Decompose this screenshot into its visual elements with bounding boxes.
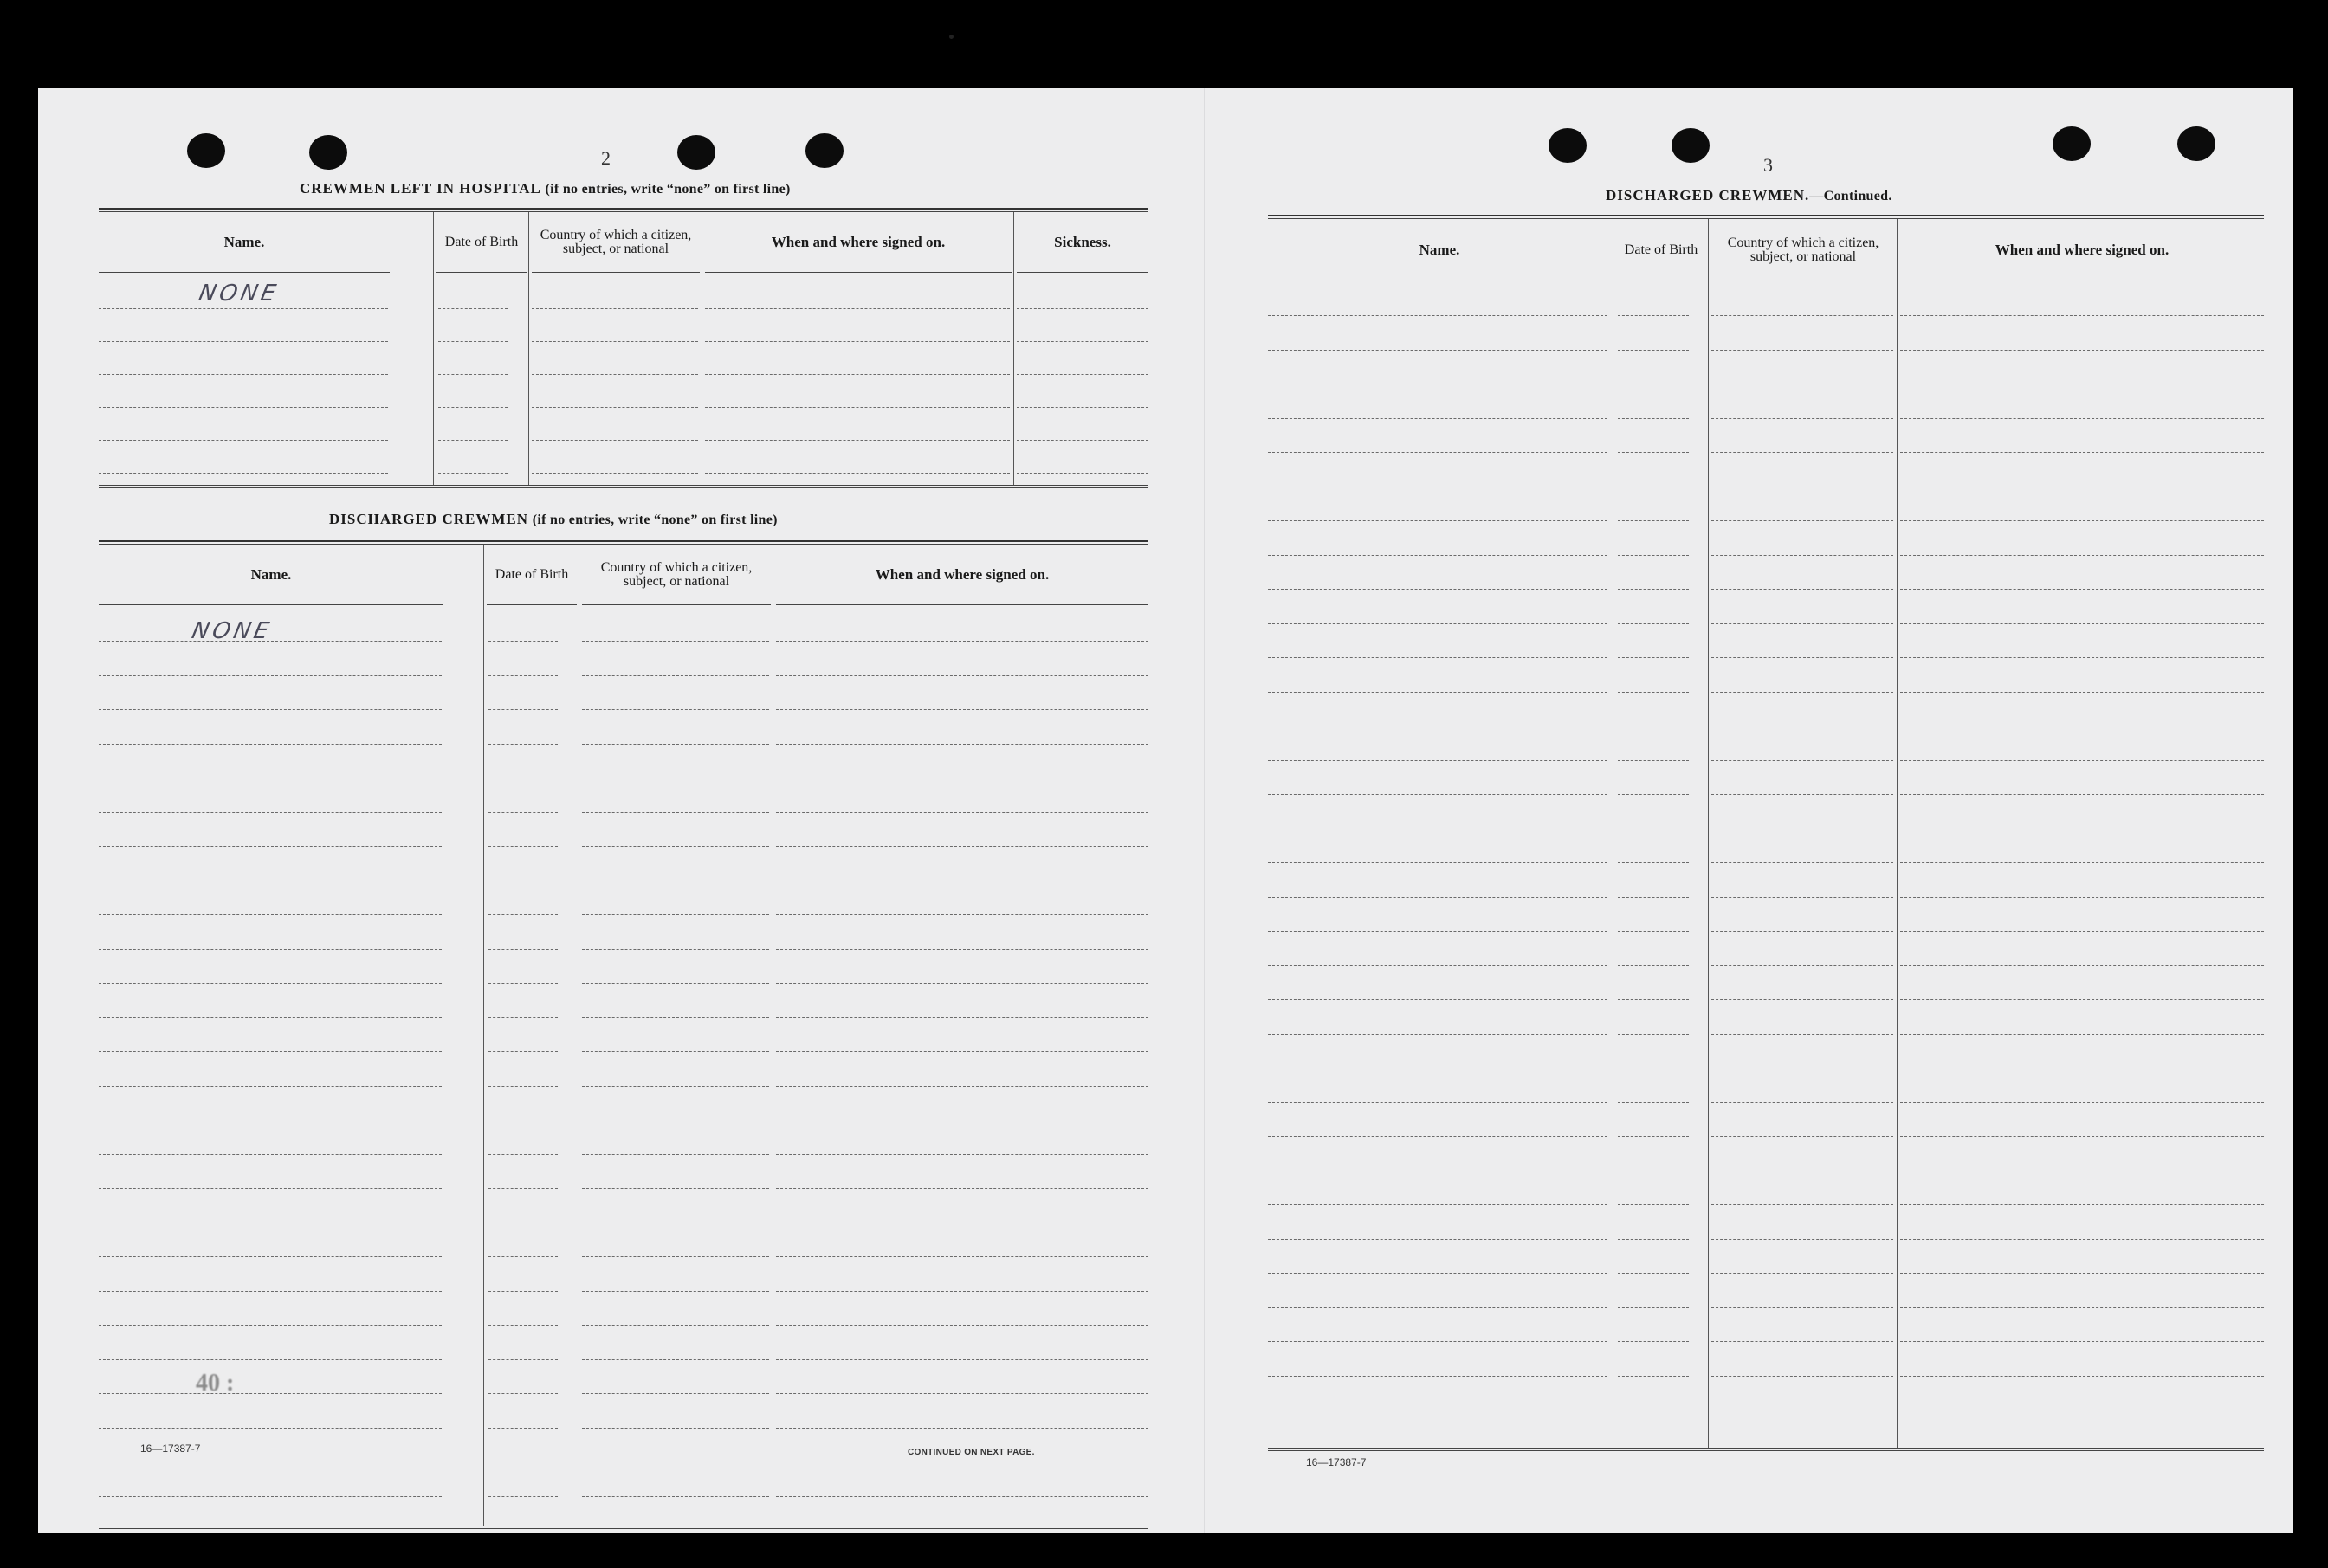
ruled-dotted-line [1618, 555, 1689, 556]
ruled-dotted-line [1268, 452, 1607, 453]
ruled-dotted-line [582, 1428, 769, 1429]
ruled-dotted-line [99, 473, 388, 474]
ruled-dotted-line [1618, 1239, 1689, 1240]
ruled-dotted-line [582, 1359, 769, 1360]
ruled-dotted-line [582, 1017, 769, 1018]
column-header-signed-on: When and where signed on. [776, 545, 1148, 605]
ruled-dotted-line [1618, 315, 1689, 316]
ruled-dotted-line [1711, 623, 1893, 624]
ruled-dotted-line [1618, 452, 1689, 453]
discharged-continued-title [1606, 187, 1892, 204]
ruled-dotted-line [1017, 407, 1148, 408]
ruled-dotted-line [99, 846, 442, 847]
ruled-dotted-line [705, 341, 1010, 342]
left-page [38, 88, 1204, 1533]
ruled-dotted-line [1711, 452, 1893, 453]
ruled-dotted-line [1268, 1034, 1607, 1035]
ruled-dotted-line [1618, 862, 1689, 863]
ruled-dotted-line [1268, 897, 1607, 898]
ruled-dotted-line [1900, 520, 2264, 521]
column-header-name: Name. [99, 545, 443, 605]
ruled-dotted-line [1900, 623, 2264, 624]
ruled-dotted-line [488, 1428, 558, 1429]
ruled-dotted-line [99, 1188, 442, 1189]
ruled-dotted-line [1268, 760, 1607, 761]
ruled-dotted-line [776, 1291, 1148, 1292]
ruled-dotted-line [582, 1291, 769, 1292]
ruled-dotted-line [1268, 1273, 1607, 1274]
discharged-title-text: DISCHARGED CREWMEN [329, 511, 529, 527]
ruled-dotted-line [1711, 931, 1893, 932]
ruled-dotted-line [532, 440, 698, 441]
ruled-dotted-line [1900, 1239, 2264, 1240]
handwritten-none: NONE [189, 618, 275, 644]
ruled-dotted-line [1711, 657, 1893, 658]
ruled-dotted-line [705, 374, 1010, 375]
ruled-dotted-line [1618, 1273, 1689, 1274]
ruled-dotted-line [1618, 1136, 1689, 1137]
ruled-dotted-line [705, 440, 1010, 441]
ruled-dotted-line [1618, 760, 1689, 761]
scan-speck [949, 35, 954, 39]
column-divider [483, 545, 484, 1526]
column-header-signed-on: When and where signed on. [1900, 219, 2264, 281]
ruled-dotted-line [1711, 965, 1893, 966]
signed-on-column [776, 545, 1148, 1526]
ruled-dotted-line [1618, 794, 1689, 795]
ruled-dotted-line [99, 1086, 442, 1087]
ruled-dotted-line [488, 949, 558, 950]
ruled-dotted-line [1900, 965, 2264, 966]
ruled-dotted-line [1900, 897, 2264, 898]
form-number: 16—17387-7 [140, 1442, 201, 1455]
ruled-dotted-line [582, 1496, 769, 1497]
ruled-dotted-line [99, 949, 442, 950]
ruled-dotted-line [99, 1325, 442, 1326]
ruled-dotted-line [1900, 1034, 2264, 1035]
ruled-dotted-line [1711, 1341, 1893, 1342]
ruled-dotted-line [582, 1188, 769, 1189]
ruled-dotted-line [1268, 1341, 1607, 1342]
ruled-dotted-line [488, 675, 558, 676]
ruled-dotted-line [99, 407, 388, 408]
ruled-dotted-line [1711, 1136, 1893, 1137]
ruled-dotted-line [1900, 692, 2264, 693]
ruled-dotted-line [1618, 418, 1689, 419]
ruled-dotted-line [1711, 1204, 1893, 1205]
ruled-dotted-line [1900, 999, 2264, 1000]
ruled-dotted-line [1900, 418, 2264, 419]
ruled-dotted-line [99, 1017, 442, 1018]
name-column [99, 212, 390, 485]
column-divider [1708, 219, 1709, 1448]
discharged-continued-text: DISCHARGED CREWMEN. [1606, 187, 1810, 203]
punch-hole-icon [2177, 126, 2215, 161]
ruled-dotted-line [1900, 1273, 2264, 1274]
ruled-dotted-line [1268, 623, 1607, 624]
ruled-dotted-line [582, 1086, 769, 1087]
ruled-dotted-line [1711, 1102, 1893, 1103]
ruled-dotted-line [1268, 350, 1607, 351]
ruled-dotted-line [1268, 315, 1607, 316]
ruled-dotted-line [99, 812, 442, 813]
ruled-dotted-line [1268, 999, 1607, 1000]
ruled-dotted-line [1618, 1034, 1689, 1035]
ruled-dotted-line [1017, 473, 1148, 474]
punch-hole-icon [1672, 128, 1710, 163]
hospital-title-text: CREWMEN LEFT IN HOSPITAL [300, 180, 541, 197]
ruled-dotted-line [1017, 341, 1148, 342]
ruled-dotted-line [532, 473, 698, 474]
ruled-dotted-line [488, 1086, 558, 1087]
ruled-dotted-line [776, 1428, 1148, 1429]
ruled-dotted-line [99, 341, 388, 342]
ruled-dotted-line [776, 983, 1148, 984]
ruled-dotted-line [99, 709, 442, 710]
ruled-dotted-line [488, 846, 558, 847]
ruled-dotted-line [582, 1325, 769, 1326]
ruled-dotted-line [488, 1393, 558, 1394]
ruled-dotted-line [582, 744, 769, 745]
continued-label: —Continued. [1809, 189, 1892, 203]
column-header-signed-on: When and where signed on. [705, 212, 1012, 273]
ruled-dotted-line [582, 914, 769, 915]
ruled-dotted-line [582, 1256, 769, 1257]
handwritten-none: NONE [196, 281, 281, 307]
ruled-dotted-line [1017, 440, 1148, 441]
discharged-title-note: (if no entries, write “none” on first line) [532, 513, 778, 527]
sickness-column [1017, 212, 1148, 485]
ruled-dotted-line [438, 473, 508, 474]
column-header-sickness: Sickness. [1017, 212, 1148, 273]
ruled-dotted-line [582, 675, 769, 676]
ruled-dotted-line [582, 1154, 769, 1155]
ruled-dotted-line [776, 709, 1148, 710]
ruled-dotted-line [1618, 350, 1689, 351]
right-page [1206, 88, 2293, 1533]
ruled-dotted-line [1900, 350, 2264, 351]
ruled-dotted-line [1268, 1102, 1607, 1103]
table-bottom-rule [1268, 1448, 2264, 1451]
column-divider [1897, 219, 1898, 1448]
document-scan [38, 88, 2293, 1533]
ruled-dotted-line [488, 709, 558, 710]
ruled-dotted-line [1268, 1204, 1607, 1205]
ruled-dotted-line [1711, 1273, 1893, 1274]
ruled-dotted-line [488, 1325, 558, 1326]
ruled-dotted-line [488, 812, 558, 813]
ruled-dotted-line [99, 1428, 442, 1429]
hospital-table [99, 208, 1148, 490]
ruled-dotted-line [776, 1188, 1148, 1189]
ruled-dotted-line [1711, 760, 1893, 761]
ruled-dotted-line [488, 641, 558, 642]
stamp-mark: 40 : [196, 1370, 235, 1397]
ruled-dotted-line [1618, 657, 1689, 658]
country-column [582, 545, 771, 1526]
ruled-dotted-line [1268, 1376, 1607, 1377]
punch-hole-icon [805, 133, 844, 168]
ruled-dotted-line [488, 983, 558, 984]
ruled-dotted-line [1618, 520, 1689, 521]
ruled-dotted-line [1900, 589, 2264, 590]
ruled-dotted-line [488, 1256, 558, 1257]
ruled-dotted-line [1618, 623, 1689, 624]
ruled-dotted-line [1900, 1376, 2264, 1377]
ruled-dotted-line [776, 1359, 1148, 1360]
ruled-dotted-line [1618, 1102, 1689, 1103]
ruled-dotted-line [99, 914, 442, 915]
ruled-dotted-line [1900, 452, 2264, 453]
page-number: 2 [601, 147, 611, 169]
ruled-dotted-line [582, 949, 769, 950]
signed-on-column [705, 212, 1012, 485]
name-column [99, 545, 443, 1526]
dob-column [1616, 219, 1706, 1448]
ruled-dotted-line [488, 1496, 558, 1497]
ruled-dotted-line [1900, 794, 2264, 795]
ruled-dotted-line [776, 846, 1148, 847]
ruled-dotted-line [1268, 1136, 1607, 1137]
ruled-dotted-line [776, 1154, 1148, 1155]
ruled-dotted-line [438, 341, 508, 342]
column-header-dob: Date of Birth [487, 545, 577, 605]
ruled-dotted-line [1900, 862, 2264, 863]
ruled-dotted-line [1711, 897, 1893, 898]
column-divider [528, 212, 529, 485]
ruled-dotted-line [488, 914, 558, 915]
discharged-continued-table [1268, 215, 2264, 1539]
ruled-dotted-line [99, 308, 388, 309]
ruled-dotted-line [1268, 794, 1607, 795]
ruled-dotted-line [776, 744, 1148, 745]
page-number: 3 [1763, 154, 1773, 176]
discharged-table [99, 540, 1148, 1536]
ruled-dotted-line [99, 1256, 442, 1257]
column-header-country: Country of which a citizen, subject, or national [532, 212, 700, 273]
ruled-dotted-line [1711, 520, 1893, 521]
ruled-dotted-line [1618, 897, 1689, 898]
ruled-dotted-line [99, 374, 388, 375]
ruled-dotted-line [99, 1393, 442, 1394]
ruled-dotted-line [99, 744, 442, 745]
hospital-section-title [300, 180, 791, 197]
dob-column [487, 545, 577, 1526]
ruled-dotted-line [99, 1359, 442, 1360]
ruled-dotted-line [1268, 1307, 1607, 1308]
ruled-dotted-line [776, 1496, 1148, 1497]
column-header-dob: Date of Birth [1616, 219, 1706, 281]
ruled-dotted-line [1711, 1307, 1893, 1308]
ruled-dotted-line [1900, 657, 2264, 658]
ruled-dotted-line [99, 983, 442, 984]
ruled-dotted-line [99, 675, 442, 676]
ruled-dotted-line [1711, 589, 1893, 590]
ruled-dotted-line [705, 308, 1010, 309]
ruled-dotted-line [99, 1496, 442, 1497]
ruled-dotted-line [438, 308, 508, 309]
ruled-dotted-line [776, 1086, 1148, 1087]
ruled-dotted-line [1618, 931, 1689, 932]
country-column [532, 212, 700, 485]
ruled-dotted-line [776, 1051, 1148, 1052]
ruled-dotted-line [1711, 862, 1893, 863]
punch-hole-icon [309, 135, 347, 170]
ruled-dotted-line [1711, 692, 1893, 693]
ruled-dotted-line [1900, 1136, 2264, 1137]
ruled-dotted-line [1711, 1239, 1893, 1240]
punch-hole-icon [1549, 128, 1587, 163]
ruled-dotted-line [1618, 1204, 1689, 1205]
ruled-dotted-line [582, 983, 769, 984]
ruled-dotted-line [776, 914, 1148, 915]
dob-column [436, 212, 527, 485]
hospital-title-note: (if no entries, write “none” on first line) [545, 182, 791, 197]
ruled-dotted-line [488, 1291, 558, 1292]
ruled-dotted-line [1618, 589, 1689, 590]
ruled-dotted-line [99, 1051, 442, 1052]
ruled-dotted-line [1268, 418, 1607, 419]
ruled-dotted-line [1711, 794, 1893, 795]
ruled-dotted-line [1618, 1341, 1689, 1342]
ruled-dotted-line [438, 440, 508, 441]
ruled-dotted-line [776, 1325, 1148, 1326]
ruled-dotted-line [532, 407, 698, 408]
ruled-dotted-line [1268, 862, 1607, 863]
table-bottom-rule [99, 485, 1148, 488]
column-header-country: Country of which a citizen, subject, or national [582, 545, 771, 605]
ruled-dotted-line [776, 1393, 1148, 1394]
ruled-dotted-line [1268, 520, 1607, 521]
ruled-dotted-line [1268, 692, 1607, 693]
ruled-dotted-line [1268, 657, 1607, 658]
ruled-dotted-line [99, 1154, 442, 1155]
ruled-dotted-line [488, 1154, 558, 1155]
punch-hole-icon [677, 135, 715, 170]
ruled-dotted-line [1900, 760, 2264, 761]
ruled-dotted-line [488, 1359, 558, 1360]
ruled-dotted-line [776, 675, 1148, 676]
column-header-name: Name. [99, 212, 390, 273]
table-bottom-rule [99, 1526, 1148, 1529]
ruled-dotted-line [1268, 555, 1607, 556]
column-header-name: Name. [1268, 219, 1611, 281]
ruled-dotted-line [1268, 589, 1607, 590]
name-column [1268, 219, 1611, 1448]
signed-on-column [1900, 219, 2264, 1448]
ruled-dotted-line [99, 641, 442, 642]
ruled-dotted-line [1900, 1102, 2264, 1103]
ruled-dotted-line [488, 1017, 558, 1018]
ruled-dotted-line [776, 1256, 1148, 1257]
ruled-dotted-line [1900, 1307, 2264, 1308]
ruled-dotted-line [1268, 931, 1607, 932]
column-header-dob: Date of Birth [436, 212, 527, 273]
ruled-dotted-line [1900, 315, 2264, 316]
ruled-dotted-line [1900, 1204, 2264, 1205]
ruled-dotted-line [1618, 999, 1689, 1000]
continued-note: CONTINUED ON NEXT PAGE. [908, 1448, 1035, 1457]
ruled-dotted-line [705, 407, 1010, 408]
column-divider [433, 212, 434, 485]
ruled-dotted-line [99, 1291, 442, 1292]
ruled-dotted-line [1268, 965, 1607, 966]
form-number: 16—17387-7 [1306, 1456, 1367, 1468]
ruled-dotted-line [1711, 1376, 1893, 1377]
ruled-dotted-line [532, 374, 698, 375]
ruled-dotted-line [1900, 555, 2264, 556]
ruled-dotted-line [488, 1051, 558, 1052]
ruled-dotted-line [582, 1051, 769, 1052]
ruled-dotted-line [1900, 931, 2264, 932]
ruled-dotted-line [532, 308, 698, 309]
ruled-dotted-line [1618, 965, 1689, 966]
ruled-dotted-line [1618, 1307, 1689, 1308]
ruled-dotted-line [582, 641, 769, 642]
ruled-dotted-line [776, 1017, 1148, 1018]
ruled-dotted-line [1711, 999, 1893, 1000]
ruled-dotted-line [532, 341, 698, 342]
ruled-dotted-line [1017, 308, 1148, 309]
ruled-dotted-line [99, 440, 388, 441]
ruled-dotted-line [438, 407, 508, 408]
ruled-dotted-line [1900, 1341, 2264, 1342]
ruled-dotted-line [582, 846, 769, 847]
ruled-dotted-line [1711, 555, 1893, 556]
punch-hole-icon [2053, 126, 2091, 161]
ruled-dotted-line [1618, 692, 1689, 693]
country-column [1711, 219, 1895, 1448]
ruled-dotted-line [1017, 374, 1148, 375]
ruled-dotted-line [582, 812, 769, 813]
column-divider [1013, 212, 1014, 485]
ruled-dotted-line [705, 473, 1010, 474]
column-header-country: Country of which a citizen, subject, or national [1711, 219, 1895, 281]
ruled-dotted-line [776, 812, 1148, 813]
ruled-dotted-line [776, 641, 1148, 642]
ruled-dotted-line [582, 1393, 769, 1394]
ruled-dotted-line [1711, 350, 1893, 351]
ruled-dotted-line [488, 744, 558, 745]
ruled-dotted-line [1711, 1034, 1893, 1035]
ruled-dotted-line [1268, 1239, 1607, 1240]
discharged-section-title [329, 511, 778, 528]
punch-hole-icon [187, 133, 225, 168]
ruled-dotted-line [776, 949, 1148, 950]
ruled-dotted-line [488, 1188, 558, 1189]
ruled-dotted-line [582, 709, 769, 710]
ruled-dotted-line [1618, 1376, 1689, 1377]
ruled-dotted-line [438, 374, 508, 375]
ruled-dotted-line [1711, 418, 1893, 419]
ruled-dotted-line [1711, 315, 1893, 316]
